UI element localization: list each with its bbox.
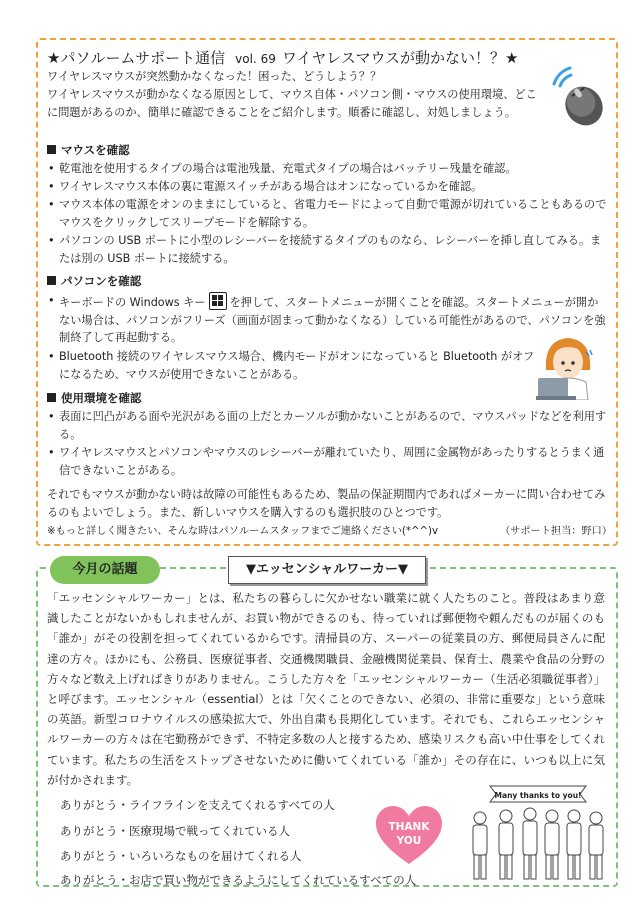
newsletter-title: ★パソルームサポート通信 vol. 69 ワイヤレスマウスが動かない！？★ (47, 49, 519, 67)
footnote: ※もっと詳しく聞きたい、そんな時はパソルームスタッフまでご連絡ください(*^^)v (47, 526, 439, 537)
intro-paragraph: ワイヤレスマウスが動かなくなる原因として、マウス自体・パソコン側・マウスの使用環境、どこに問題があるのか、簡単に確認できることをご紹介します。順番に確認し、対処しましょう。 (47, 88, 537, 119)
thank-you-heart (376, 806, 442, 866)
thanks-line: ありがとう・お店で買い物ができるようにしてくれているすべての人 (60, 873, 417, 887)
list-item: • パソコンの USB ポートに小型のレシーバーを接続するタイプのものなら、レシーバーを挿し直してみる。または別の USB ポートに接続する。 (48, 234, 602, 265)
list-item: • 表面に凹凸がある面や光沢がある面の上だとカーソルが動かないことがあるので、マウスパッドなどを利用する。 (48, 410, 607, 441)
thanks-line: ありがとう・ライフラインを支えてくれるすべての人 (60, 798, 335, 812)
topic-banner: ▼エッセンシャルワーカー▼ (228, 556, 426, 584)
author-credit: （サポート担当：野口） (500, 526, 613, 537)
ribbon-text: Many thanks to you! (494, 791, 582, 800)
wireless-mouse-icon (548, 62, 606, 128)
list-item: • Bluetooth 接続のワイヤレスマウス場合、機内モードがオンになっていると Bluetooth がオフになるため、マウスが使用できないことがある。 (48, 350, 535, 381)
heart-text: THANK YOU (388, 821, 430, 847)
section-heading-pc: パソコンを確認 (47, 273, 141, 289)
intro-line-1: ワイヤレスマウスが突然動かなくなった！困った、どうしよう？？ (47, 70, 382, 83)
list-item: • ワイヤレスマウス本体の裏に電源スイッチがある場合はオンになっているかを確認。 (48, 180, 483, 193)
essential-workers-illustration (468, 780, 608, 884)
list-item: • 乾電池を使用するタイプの場合は電池残量、充電式タイプの場合はバッテリー残量を確認。 (48, 162, 517, 175)
worried-woman-laptop-icon (536, 330, 608, 400)
topic-label: 今月の話題 (50, 556, 160, 584)
closing-paragraph: それでもマウスが動かない時は故障の可能性もあるため、製品の保証期間内であればメーカーに問い合わせてみるのもよいでしょう。また、新しいマウスを購入するのも選択肢のひとつです。 (47, 488, 606, 519)
topic-body: 「エッセンシャルワーカー」とは、私たちの暮らしに欠かせない職業に就く人たちのこと。普段はあまり意識したことがないかもしれませんが、お買い物ができるのも、待っていれば郵便物や頼んだものが届くのも「誰か」がその役割を担ってくれているからです。清掃員の方、スーパーの従業員の方、郵便局員さんに配達の方々。ほかにも、公務員、医療従事者、交通機関職員、金融機関従業員、保育士、農業や食品の分野の方々など数え上げればきりがありません。こうした方々を「エッセンシャルワーカー（生活必須職従事者）」と呼びます。エッセンシャル（essential）とは「欠くことのできない、必須の、非常に重要な」という意味の英語。新型コロナウイルスの感染拡大で、外出自粛も長期化しています。それでも、これらエッセンシャルワーカーの方々は在宅勤務ができず、不特定多数の人と接するため、感染リスクも高い中仕事をしてくれています。私たちの生活をストップさせないために働いてくれている「誰か」その存在に、いつも以上に気が付かされます。 (47, 591, 605, 787)
list-item: • キーボードの Windows キー を押して、スタートメニューが開くことを確認。スタートメニューが開かない場合は、パソコンがフリーズ（画面が固まって動かなくなる）している可能性があるので、パソコンを強制終了して再起動する。 (48, 294, 606, 344)
list-item: • マウス本体の電源をオンのままにしていると、省電力モードによって自動で電源が切れていることもあるのでマウスをクリックしてスリープモードを解除する。 (48, 198, 607, 229)
section-heading-mouse: マウスを確認 (47, 142, 130, 158)
windows-key-icon (209, 292, 227, 310)
section-heading-environment: 使用環境を確認 (47, 390, 142, 406)
thanks-line: ありがとう・医療現場で戦ってくれている人 (60, 824, 290, 838)
thanks-line: ありがとう・いろいろなものを届けてくれる人 (60, 849, 302, 863)
list-item: • ワイヤレスマウスとパソコンやマウスのレシーバーが離れていたり、周囲に金属物があったりするとうまく通信できないことがある。 (48, 446, 605, 477)
